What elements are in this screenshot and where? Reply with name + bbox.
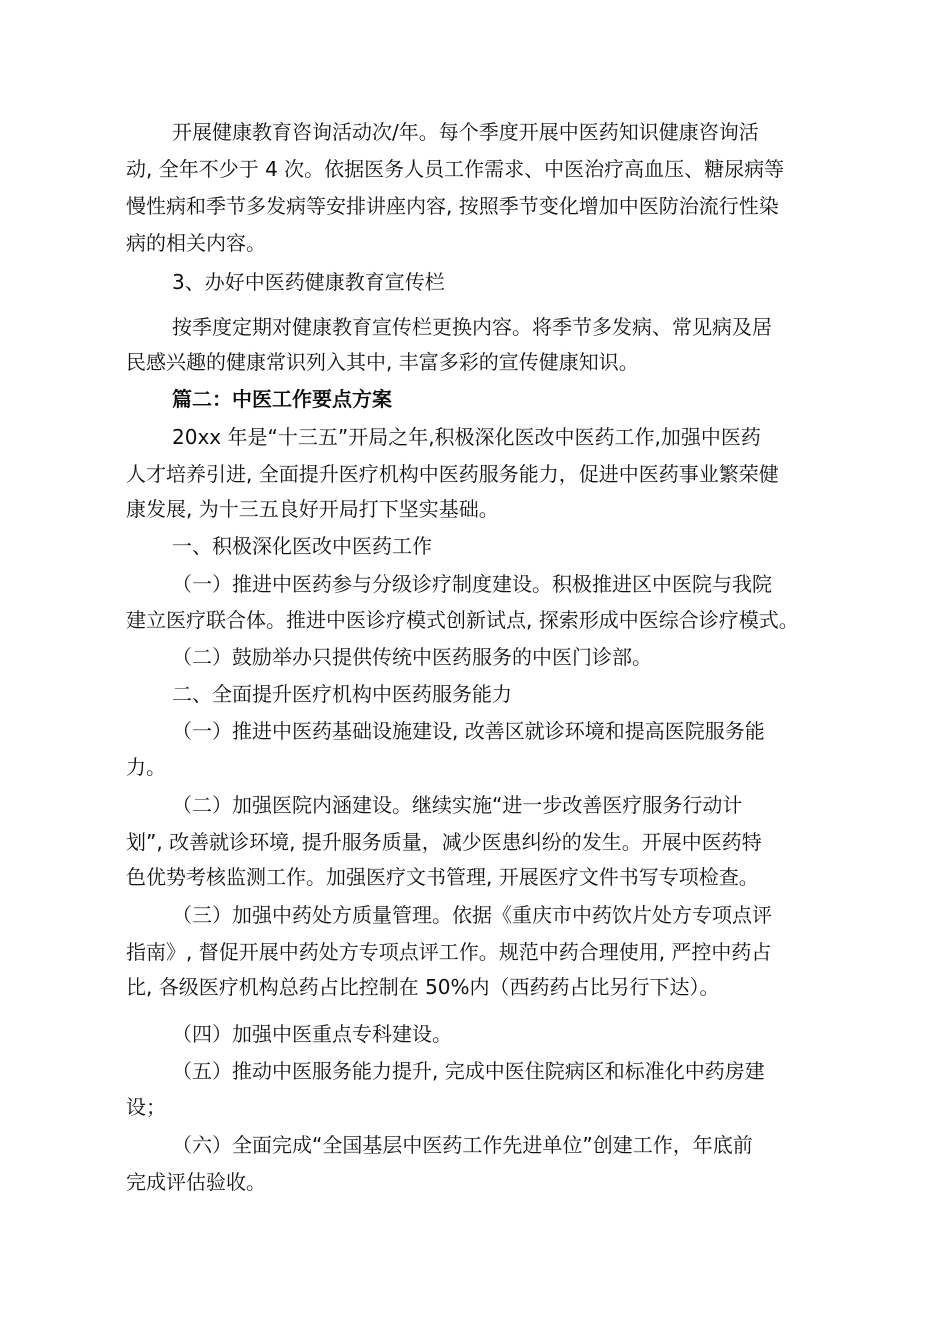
paragraph-line: 力。 <box>126 755 166 779</box>
paragraph-line: 划”, 改善就诊环境, 提升服务质量，减少医患纠纷的发生。开展中医药特 <box>126 830 762 854</box>
paragraph-line: 民感兴趣的健康常识列入其中, 丰富多彩的宣传健康知识。 <box>126 350 639 374</box>
paragraph-line: 人才培养引进, 全面提升医疗机构中医药服务能力，促进中医药事业繁荣健 <box>126 462 779 486</box>
paragraph-line: 20xx 年是“十三五”开局之年,积极深化医改中医药工作,加强中医药 <box>172 425 761 449</box>
paragraph-line: 指南》, 督促开展中药处方专项点评工作。规范中药合理使用, 严控中药占 <box>126 940 772 964</box>
paragraph-line: 慢性病和季节多发病等安排讲座内容, 按照季节变化增加中医防治流行性染 <box>126 194 779 218</box>
section-heading: 3、办好中医药健康教育宣传栏 <box>172 270 445 294</box>
paragraph-line: 完成评估验收。 <box>126 1170 266 1194</box>
paragraph-line: （四）加强中医重点专科建设。 <box>172 1022 452 1046</box>
paragraph-line: （二）加强医院内涵建设。继续实施“进一步改善医疗服务行动计 <box>172 793 743 817</box>
paragraph-line: 开展健康教育咨询活动次/年。每个季度开展中医药知识健康咨询活 <box>172 120 759 144</box>
chapter-title: 篇二：中医工作要点方案 <box>172 387 392 411</box>
paragraph-line: （六）全面完成“全国基层中医药工作先进单位”创建工作，年底前 <box>172 1133 753 1157</box>
paragraph-line: 按季度定期对健康教育宣传栏更换内容。将季节多发病、常见病及居 <box>172 315 772 339</box>
paragraph-line: （一）推进中医药参与分级诊疗制度建设。积极推进区中医院与我院 <box>172 572 772 596</box>
paragraph-line: （三）加强中药处方质量管理。依据《重庆市中药饮片处方专项点评 <box>172 903 772 927</box>
paragraph-line: 建立医疗联合体。推进中医诊疗模式创新试点, 探索形成中医综合诊疗模式。 <box>126 608 799 632</box>
paragraph-line: 比, 各级医疗机构总药占比控制在 50%内（西药药占比另行下达）。 <box>126 975 720 999</box>
paragraph-line: 设； <box>126 1095 166 1119</box>
section-heading: 二、全面提升医疗机构中医药服务能力 <box>172 682 512 706</box>
paragraph-line: （一）推进中医药基础设施建设, 改善区就诊环境和提高医院服务能 <box>172 719 765 743</box>
paragraph-line: 病的相关内容。 <box>126 231 266 255</box>
paragraph-line: （二）鼓励举办只提供传统中医药服务的中医门诊部。 <box>172 645 652 669</box>
paragraph-line: 康发展, 为十三五良好开局打下坚实基础。 <box>126 497 499 521</box>
paragraph-line: （五）推动中医服务能力提升, 完成中医住院病区和标准化中药房建 <box>172 1059 765 1083</box>
paragraph-line: 动, 全年不少于 4 次。依据医务人员工作需求、中医治疗高血压、糖尿病等 <box>126 157 785 181</box>
section-heading: 一、积极深化医改中医药工作 <box>172 534 432 558</box>
paragraph-line: 色优势考核监测工作。加强医疗文书管理, 开展医疗文件书写专项检查。 <box>126 865 759 889</box>
